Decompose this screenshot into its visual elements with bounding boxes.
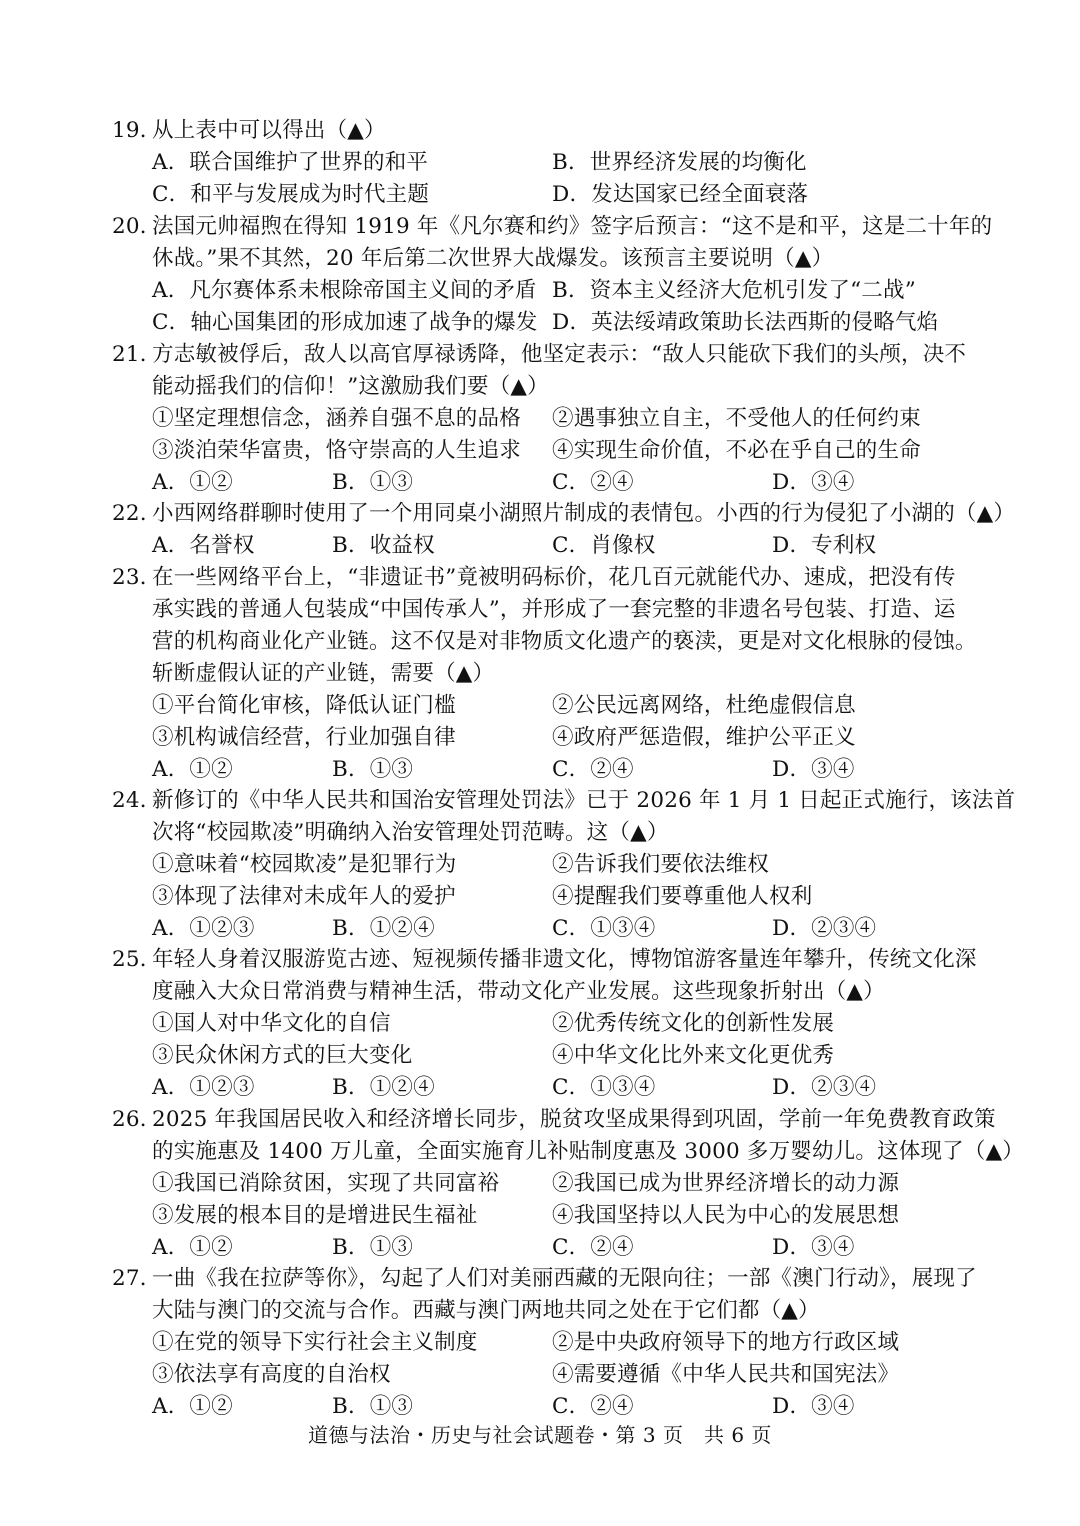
statement-4: ④实现生命价值，不必在乎自己的生命 [552, 438, 921, 463]
question-stem: 2025 年我国居民收入和经济增长同步，脱贫攻坚成果得到巩固，学前一年免费教育政策 [152, 1107, 996, 1132]
statement-4: ④中华文化比外来文化更优秀 [552, 1043, 835, 1068]
question-number: 25． [112, 947, 162, 972]
question-number: 26． [112, 1107, 162, 1132]
statement-1: ①我国已消除贫困，实现了共同富裕 [152, 1171, 500, 1196]
question-stem: 小西网络群聊时使用了一个用同桌小湖照片制成的表情包。小西的行为侵犯了小湖的（▲） [152, 501, 1016, 526]
page-footer: 道德与法治・历史与社会试题卷・第 3 页 共 6 页 [308, 1423, 772, 1447]
choice-c: C．肖像权 [552, 533, 656, 558]
choice-b: B．资本主义经济大危机引发了“二战” [552, 278, 916, 303]
question-number: 20． [112, 214, 162, 239]
choice-c: C．和平与发展成为时代主题 [152, 182, 430, 207]
choice-b: B．①③ [332, 470, 414, 495]
choice-c: C．②④ [552, 470, 634, 495]
statement-4: ④我国坚持以人民为中心的发展思想 [552, 1203, 900, 1228]
choice-b: B．①③ [332, 1394, 414, 1419]
statement-2: ②是中央政府领导下的地方行政区域 [552, 1330, 900, 1355]
choice-a: A．①② [152, 1235, 233, 1260]
statement-2: ②优秀传统文化的创新性发展 [552, 1011, 835, 1036]
question-number: 24． [112, 788, 162, 813]
choice-c: C．②④ [552, 757, 634, 782]
choice-a: A．①② [152, 757, 233, 782]
question-stem: 大陆与澳门的交流与合作。西藏与澳门两地共同之处在于它们都（▲） [152, 1298, 820, 1323]
question-stem: 从上表中可以得出（▲） [152, 118, 386, 143]
statement-1: ①意味着“校园欺凌”是犯罪行为 [152, 852, 457, 877]
choice-a: A．名誉权 [152, 533, 255, 558]
statement-4: ④提醒我们要尊重他人权利 [552, 884, 813, 909]
question-stem: 营的机构商业化产业链。这不仅是对非物质文化遗产的亵渎，更是对文化根脉的侵蚀。 [152, 629, 977, 654]
question-number: 27． [112, 1266, 162, 1291]
statement-3: ③体现了法律对未成年人的爱护 [152, 884, 456, 909]
choice-b: B．收益权 [332, 533, 435, 558]
question-stem: 斩断虚假认证的产业链，需要（▲） [152, 661, 495, 686]
choice-a: A．联合国维护了世界的和平 [152, 150, 429, 175]
statement-4: ④政府严惩造假，维护公平正义 [552, 725, 856, 750]
choice-d: D．英法绥靖政策助长法西斯的侵略气焰 [552, 310, 939, 335]
choice-c: C．轴心国集团的形成加速了战争的爆发 [152, 310, 538, 335]
question-number: 19． [112, 118, 162, 143]
choice-a: A．凡尔赛体系未根除帝国主义间的矛盾 [152, 278, 537, 303]
question-stem: 新修订的《中华人民共和国治安管理处罚法》已于 2026 年 1 月 1 日起正式施行，该法首 [152, 788, 1016, 813]
statement-4: ④需要遵循《中华人民共和国宪法》 [552, 1362, 900, 1387]
statement-3: ③依法享有高度的自治权 [152, 1362, 391, 1387]
choice-d: D．发达国家已经全面衰落 [552, 182, 809, 207]
question-number: 22. [112, 501, 147, 526]
statement-1: ①坚定理想信念，涵养自强不息的品格 [152, 406, 521, 431]
choice-b: B．①③ [332, 1235, 414, 1260]
choice-d: D．②③④ [772, 916, 877, 941]
statement-1: ①平台简化审核，降低认证门槛 [152, 693, 456, 718]
choice-d: D．专利权 [772, 533, 877, 558]
question-stem: 年轻人身着汉服游览古迹、短视频传播非遗文化，博物馆游客量连年攀升，传统文化深 [152, 947, 977, 972]
statement-3: ③民众休闲方式的巨大变化 [152, 1043, 413, 1068]
choice-b: B．世界经济发展的均衡化 [552, 150, 807, 175]
statement-1: ①在党的领导下实行社会主义制度 [152, 1330, 478, 1355]
statement-2: ②公民远离网络，杜绝虚假信息 [552, 693, 856, 718]
statement-3: ③机构诚信经营，行业加强自律 [152, 725, 456, 750]
choice-c: C．②④ [552, 1394, 634, 1419]
question-stem: 在一些网络平台上，“非遗证书”竟被明码标价，花几百元就能代办、速成，把没有传 [152, 565, 956, 590]
question-stem: 方志敏被俘后，敌人以高官厚禄诱降，他坚定表示：“敌人只能砍下我们的头颅，决不 [152, 342, 967, 367]
question-stem: 休战。”果不其然，20 年后第二次世界大战爆发。该预言主要说明（▲） [152, 246, 834, 271]
choice-d: D．③④ [772, 757, 855, 782]
question-stem: 一曲《我在拉萨等你》，勾起了人们对美丽西藏的无限向往；一部《澳门行动》，展现了 [152, 1266, 977, 1291]
statement-2: ②我国已成为世界经济增长的动力源 [552, 1171, 900, 1196]
choice-a: A．①②③ [152, 1075, 255, 1100]
question-stem: 法国元帅福煦在得知 1919 年《凡尔赛和约》签字后预言：“这不是和平，这是二十年的 [152, 214, 993, 239]
question-number: 21． [112, 342, 162, 367]
statement-1: ①国人对中华文化的自信 [152, 1011, 391, 1036]
question-number: 23． [112, 565, 162, 590]
choice-a: A．①② [152, 1394, 233, 1419]
statement-2: ②告诉我们要依法维权 [552, 852, 770, 877]
statement-2: ②遇事独立自主，不受他人的任何约束 [552, 406, 921, 431]
choice-c: C．①③④ [552, 916, 656, 941]
question-stem: 承实践的普通人包装成“中国传承人”，并形成了一套完整的非遗名号包装、打造、运 [152, 597, 956, 622]
choice-d: D．③④ [772, 1394, 855, 1419]
question-stem: 能动摇我们的信仰！”这激励我们要（▲） [152, 374, 549, 399]
choice-d: D．③④ [772, 1235, 855, 1260]
choice-c: C．②④ [552, 1235, 634, 1260]
choice-b: B．①②④ [332, 916, 435, 941]
statement-3: ③发展的根本目的是增进民生福祉 [152, 1203, 478, 1228]
choice-d: D．②③④ [772, 1075, 877, 1100]
statement-3: ③淡泊荣华富贵，恪守崇高的人生追求 [152, 438, 521, 463]
question-stem: 次将“校园欺凌”明确纳入治安管理处罚范畴。这（▲） [152, 820, 669, 845]
question-stem: 度融入大众日常消费与精神生活，带动文化产业发展。这些现象折射出（▲） [152, 979, 885, 1004]
question-stem: 的实施惠及 1400 万儿童，全面实施育儿补贴制度惠及 3000 多万婴幼儿。这体现了（▲） [152, 1139, 1025, 1164]
choice-d: D．③④ [772, 470, 855, 495]
choice-b: B．①③ [332, 757, 414, 782]
choice-b: B．①②④ [332, 1075, 435, 1100]
choice-a: A．①② [152, 470, 233, 495]
choice-a: A．①②③ [152, 916, 255, 941]
choice-c: C．①③④ [552, 1075, 656, 1100]
